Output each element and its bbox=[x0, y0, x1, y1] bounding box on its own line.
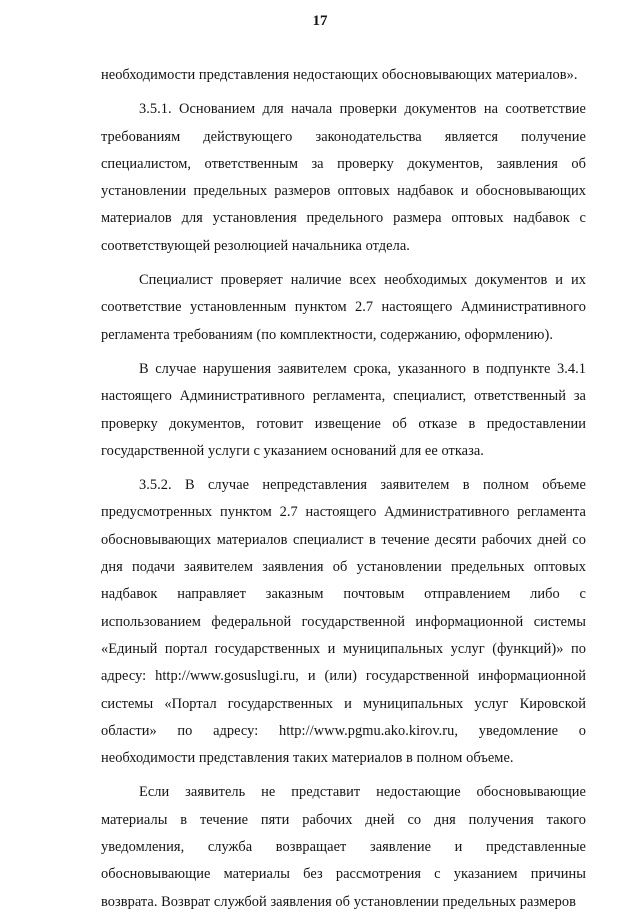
paragraph-3-5-1: 3.5.1. Основанием для начала проверки документов на соответствие требованиям действующего законодательства является получение специалистом, ответственным за проверку документов, заявления об установлении предельных размеров оптовых надбавок и обосновывающих материалов для установления предельного размера оптовых надбавок с соответствующей резолюцией начальника отдела. bbox=[101, 101, 586, 254]
paragraph-3-5-2: 3.5.2. В случае непредставления заявителем в полном объеме предусмотренных пунктом 2.7 настоящего Административного регламента обосновывающих материалов специалист в течение десяти рабочих дней со дня подачи заявителем заявления об установлении предельных оптовых надбавок направляет заказным почтовым отправлением либо с использованием федеральной государственной информационной системы «Единый портал государственных и муниципальных услуг (функций)» по адресу: http://www.gosuslugi.ru, и (или) государственной информационной системы «Портал государственных и муниципальных услуг Кировской области» по адресу: http://www.pgmu.ako.kirov.ru, уведомление о необходимости представления таких материалов в полном объеме. bbox=[101, 477, 586, 767]
paragraph-continuation: необходимости представления недостающих обосновывающих материалов». bbox=[101, 67, 578, 83]
document-body bbox=[101, 62, 586, 923]
paragraph-return-conditions: Если заявитель не представит недостающие обосновывающие материалы в течение пяти рабочих дней со дня получения такого уведомления, служба возвращает заявление и представленные обосновывающие материалы без рассмотрения с указанием причины возврата. Возврат службой заявления об установлении предельных размеров bbox=[101, 784, 586, 910]
paragraph-specialist-check: Специалист проверяет наличие всех необходимых документов и их соответствие установленным пунктом 2.7 настоящего Административного регламента требованиям (по комплектности, содержанию, оформлению). bbox=[101, 272, 586, 343]
paragraph-deadline-violation: В случае нарушения заявителем срока, указанного в подпункте 3.4.1 настоящего Административного регламента, специалист, ответственный за проверку документов, готовит извещение об отказе в предоставлении государственной услуги с указанием оснований для ее отказа. bbox=[101, 360, 586, 459]
page-number: 17 bbox=[312, 13, 328, 29]
